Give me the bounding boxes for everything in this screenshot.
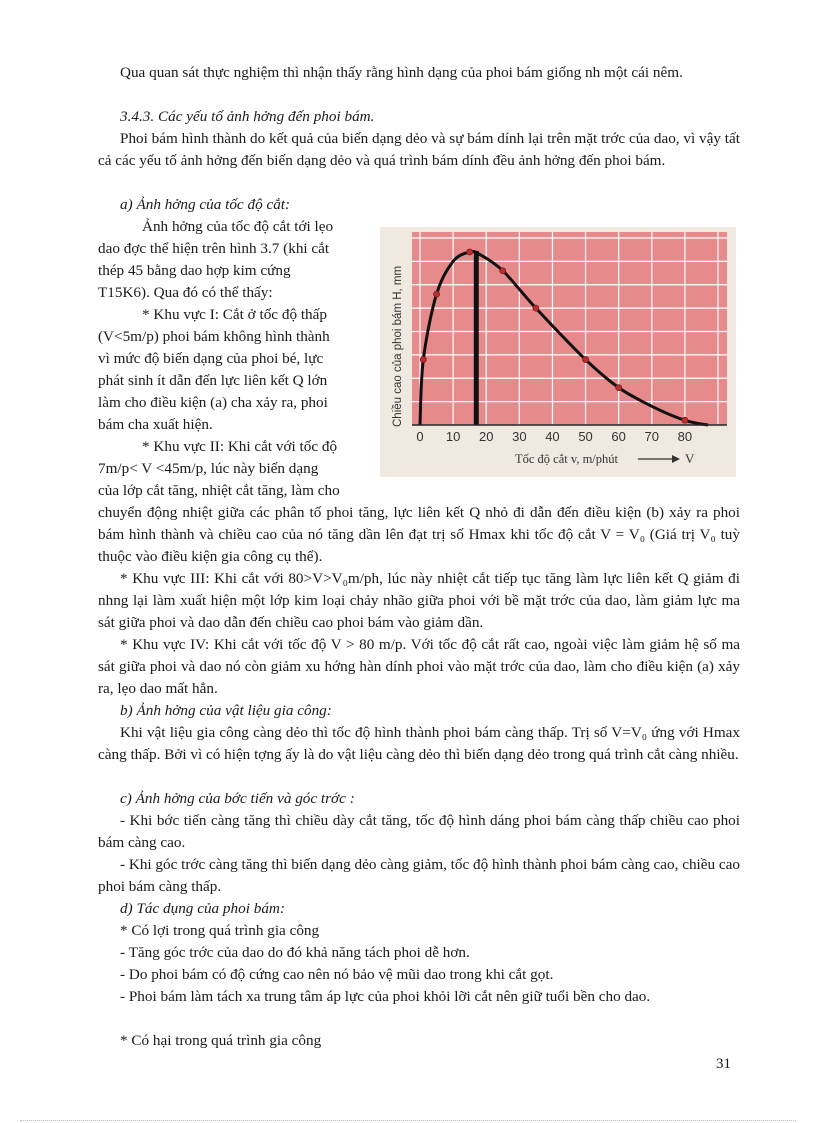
- zone-2-continuation: chuyển động nhiệt giữa các phân tố phoi tăng, lực liên kết Q nhỏ đi dẫn đến điều kiện (b) xảy ra phoi bám hình thành và chiều cao của nó tăng dần lên đạt trị số Hmax khi tốc độ cắt V = V₀ (Giá trị V₀ tuỳ thuộc vào điều kiện gia công cụ thể).: [98, 504, 740, 565]
- x-axis-label: Tốc độ cắt v, m/phút: [515, 452, 618, 466]
- text-line: thép 45 bằng dao hợp kim cứng: [98, 262, 291, 279]
- paragraph-c2: - Khi góc trớc càng tăng thì biến dạng dẻo càng giảm, tốc độ hình thành phoi bám càng cao, chiều cao phoi bám càng thấp.: [98, 856, 740, 895]
- chart-svg: [380, 227, 736, 477]
- x-tick-label: 30: [512, 429, 527, 444]
- page-bottom-rule: [20, 1120, 796, 1121]
- x-tick-label: 0: [416, 429, 424, 444]
- x-axis-arrow-label: V: [685, 451, 695, 466]
- x-axis-arrowhead: [672, 455, 680, 463]
- data-point: [500, 268, 506, 274]
- x-tick-label: 70: [644, 429, 660, 444]
- text-line: (V<5m/p) phoi bám không hình thành: [98, 328, 330, 345]
- x-tick-labels: [416, 429, 692, 444]
- y-axis-label: Chiều cao của phoi bám H, mm: [392, 265, 404, 427]
- text-line: Ảnh hởng của tốc độ cắt tới lẹo: [142, 218, 334, 235]
- zone-1-paragraph: [98, 304, 380, 436]
- advantage-item-2: - Do phoi bám có độ cứng cao nên nó bảo vệ mũi dao trong khi cắt gọt.: [120, 966, 554, 983]
- advantages-heading: * Có lợi trong quá trình gia công: [120, 922, 320, 939]
- data-point: [583, 357, 589, 363]
- data-point: [682, 417, 688, 423]
- intro-paragraph: Qua quan sát thực nghiệm thì nhận thấy rằng hình dạng của phoi bám giống nh một cái nêm.: [120, 64, 683, 81]
- text-line: T15K6). Qua đó có thể thấy:: [98, 284, 273, 301]
- page-number: 31: [716, 1056, 731, 1072]
- text-line: * Khu vực I: Cắt ở tốc độ thấp: [142, 306, 327, 323]
- figure-chip-height-chart: [380, 227, 736, 477]
- zone-2-paragraph: [98, 436, 380, 502]
- text-line: 7m/p< V <45m/p, lúc này biến dạng: [98, 460, 319, 477]
- text-line: phát sinh ít dẫn đến lực liên kết Q lớn: [98, 372, 328, 389]
- advantage-item-3: - Phoi bám làm tách xa trung tâm áp lực của phoi khỏi lỡi cắt nên giữ tuổi bền cho dao.: [120, 988, 651, 1005]
- disadvantages-heading: * Có hại trong quá trình gia công: [120, 1032, 322, 1049]
- x-tick-label: 10: [445, 429, 461, 444]
- x-tick-label: 20: [478, 429, 494, 444]
- text-line: vì mức độ biến dạng của phoi bé, lực: [98, 350, 324, 367]
- x-tick-label: 80: [677, 429, 693, 444]
- x-tick-label: 60: [611, 429, 626, 444]
- paragraph-c1: - Khi bớc tiến càng tăng thì chiều dày cắt tăng, tốc độ hình dáng phoi bám càng thấp chiều cao phoi bám càng cao.: [98, 812, 740, 851]
- subheading-a: a) Ảnh hởng của tốc độ cắt:: [120, 196, 291, 213]
- text-line: * Khu vực II: Khi cắt với tốc độ: [142, 438, 338, 455]
- data-point: [467, 249, 473, 255]
- zone-4-paragraph: * Khu vực IV: Khi cắt với tốc độ V > 80 m/p. Với tốc độ cắt rất cao, ngoài việc làm giảm hệ số ma sát giữa phoi và dao nó còn giảm xu hớng hàn dính phoi vào mặt trớc của dao, làm cho điều kiện (a) xảy ra, lẹo dao mất hẳn.: [98, 636, 740, 697]
- text-line: của lớp cắt tăng, nhiệt cắt tăng, làm cho: [98, 482, 340, 499]
- paragraph-b: Khi vật liệu gia công càng dẻo thì tốc độ hình thành phoi bám càng thấp. Trị số V=V₀ ứng với Hmax càng thấp. Bởi vì có hiện tợng ấy là do vật liệu càng dẻo thì biến dạng dẻo trong quá trình cắt càng nhiều.: [98, 724, 740, 763]
- data-point: [533, 305, 539, 311]
- subheading-c: c) Ảnh hởng của bớc tiến và góc trớc :: [120, 790, 355, 807]
- x-tick-label: 50: [578, 429, 593, 444]
- advantage-item-1: - Tăng góc trớc của dao do đó khả năng tách phoi dễ hơn.: [120, 944, 470, 961]
- section-paragraph: Phoi bám hình thành do kết quả của biến dạng dẻo và sự bám dính lại trên mặt trớc của dao, vì vậy tất cả các yếu tố ảnh hởng đến biến dạng dẻo và quá trình bám dính đều ảnh hởng đến phoi bám.: [98, 130, 740, 169]
- section-heading: 3.4.3. Các yếu tố ảnh hởng đến phoi bám.: [120, 108, 375, 125]
- paragraph-a: [98, 216, 380, 304]
- x-tick-label: 40: [545, 429, 560, 444]
- data-point: [616, 385, 622, 391]
- text-line: dao đợc thể hiện trên hình 3.7 (khi cắt: [98, 240, 330, 257]
- data-point: [420, 357, 426, 363]
- text-line: làm cho điều kiện (a) cha xảy ra, phoi: [98, 394, 328, 411]
- zone-3-paragraph: * Khu vực III: Khi cắt với 80>V>V₀m/ph, lúc này nhiệt cắt tiếp tục tăng làm lực liên kết Q giảm đi nhng lại làm xuất hiện một lớp kim loại chảy nhão giữa phoi với bề mặt trớc của dao, làm giảm lực ma sát giữa phoi và dao dẫn đến chiều cao phoi bám vào giảm dần.: [98, 570, 740, 631]
- subheading-d: d) Tác dụng của phoi bám:: [120, 900, 285, 917]
- subheading-b: b) Ảnh hởng của vật liệu gia công:: [120, 702, 332, 719]
- data-point: [434, 291, 440, 297]
- text-line: bám cha xuất hiện.: [98, 416, 213, 433]
